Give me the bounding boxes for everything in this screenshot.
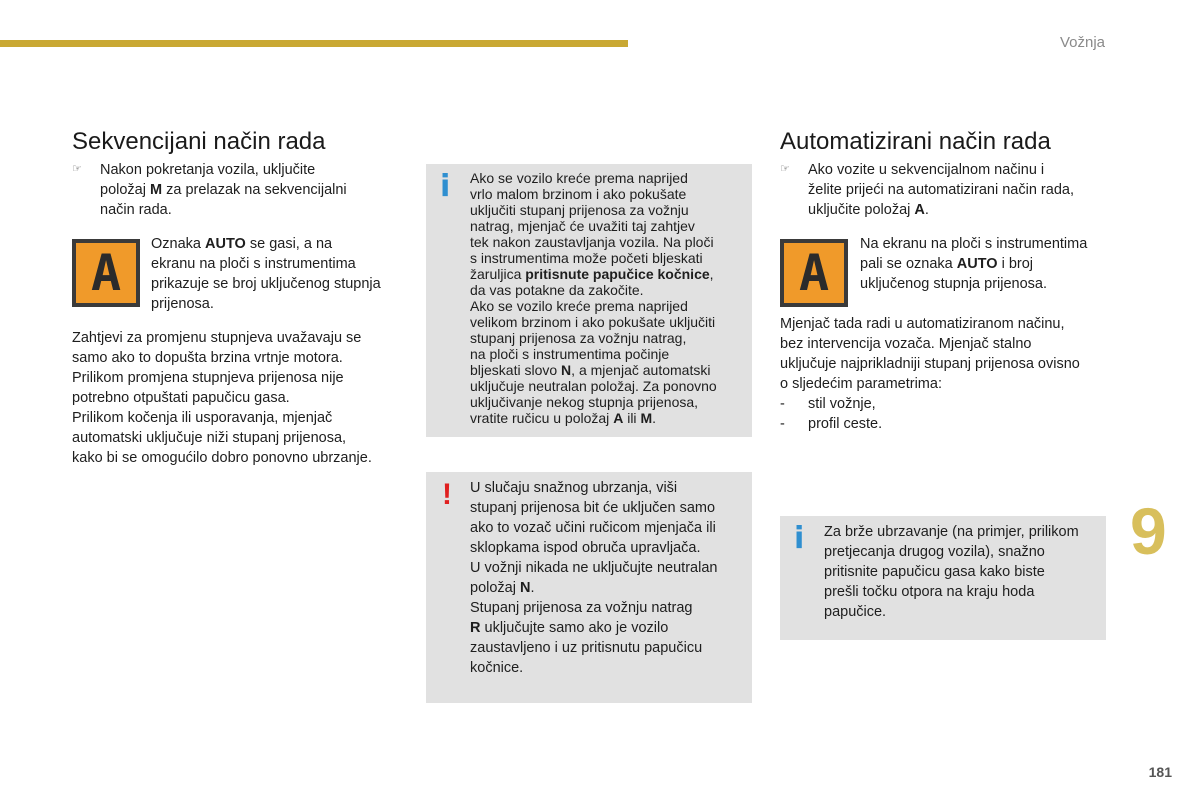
bullet-icon: ☞ — [72, 163, 82, 175]
page-number: 181 — [1148, 764, 1172, 780]
warning-icon: ! — [442, 478, 452, 511]
info-box-text: Za brže ubrzavanje (na primjer, prilikom pretjecanja drugog vozila), snažno pritisnite papučicu gasa kako biste prešli točku otpora na kraju hoda papučice. — [824, 524, 1079, 620]
bullet-icon: ☞ — [780, 163, 790, 175]
left-section-title: Sekvencijani način rada — [72, 128, 326, 155]
right-step-1: ☞ Ako vozite u sekvencijalnom načinu i želite prijeći na automatizirani način rada, uključite položaj A. — [780, 162, 1074, 218]
left-body-paragraph: Zahtjevi za promjenu stupnjeva uvažavaju se samo ako to dopušta brzina vrtnje motora. Prilikom promjena stupnjeva prijenosa nije potrebno otpuštati papučicu gasa. Prilikom kočenja ili usporavanja, mjenjač automatski uključuje niži stupanj prijenosa, kako bi se omogućilo dobro ponovno ubrzanje. — [72, 330, 372, 466]
right-auto-description: Na ekranu na ploči s instrumentima pali se oznaka AUTO i broj uključenog stupnja prijenosa. — [860, 236, 1088, 292]
info-box-reverse-gear — [426, 164, 752, 437]
header-accent-bar — [0, 40, 628, 47]
section-title: Vožnja — [1059, 34, 1105, 51]
warning-box-text: U slučaju snažnog ubrzanja, viši stupanj prijenosa bit će uključen samo ako to vozač učini ručicom mjenjača ili sklopkama ispod obruča upravljača. U vožnji nikada ne uključujte neutralan položaj N. Stupanj prijenosa za vožnju natrag R uključujte samo ako je vozilo zaustavljeno i uz pritisnutu papučicu kočnice. — [470, 480, 718, 676]
info-icon: i — [440, 169, 451, 204]
right-body-paragraph: Mjenjač tada radi u automatiziranom načinu, bez intervencija vozača. Mjenjač stalno uključuje najprikladniji stupanj prijenosa ovisno o sljedećim parametrima: - stil vožnje, - profil ceste. — [780, 314, 1120, 434]
auto-mode-indicator-icon: A — [780, 239, 848, 307]
auto-mode-indicator-icon: A — [72, 239, 140, 307]
left-auto-description: Oznaka AUTO se gasi, a na ekranu na ploči s instrumentima prikazuje se broj uključenog stupnja prijenosa. — [151, 236, 381, 312]
list-item: - stil vožnje, — [780, 396, 876, 412]
chapter-number: 9 — [1130, 494, 1167, 568]
info-box-acceleration — [780, 516, 1106, 640]
info-icon: i — [794, 521, 805, 556]
right-section-title: Automatizirani način rada — [780, 128, 1051, 155]
warning-box-acceleration — [426, 472, 752, 703]
left-step-1: ☞ Nakon pokretanja vozila, uključite položaj M za prelazak na sekvencijalni način rada. — [72, 162, 347, 218]
list-item: - profil ceste. — [780, 416, 883, 432]
info-box-text: Ako se vozilo kreće prema naprijed vrlo malom brzinom i ako pokušate uključiti stupanj prijenosa za vožnju natrag, mjenjač će uvažiti taj zahtjev tek nakon zaustavljanja vozila. Na ploči s instrumentima može početi bljeskati žaruljica pritisnute papučice kočnice, da vas potakne da zakočite. Ako se vozilo kreće prema naprijed velikom brzinom i ako pokušate uključiti stupanj prijenosa za vožnju natrag, na ploči s instrumentima počinje bljeskati slovo N, a mjenjač automatski uključuje neutralan položaj. Za ponovno uključivanje nekog stupnja prijenosa, vratite ručicu u položaj A ili M. — [470, 170, 717, 426]
